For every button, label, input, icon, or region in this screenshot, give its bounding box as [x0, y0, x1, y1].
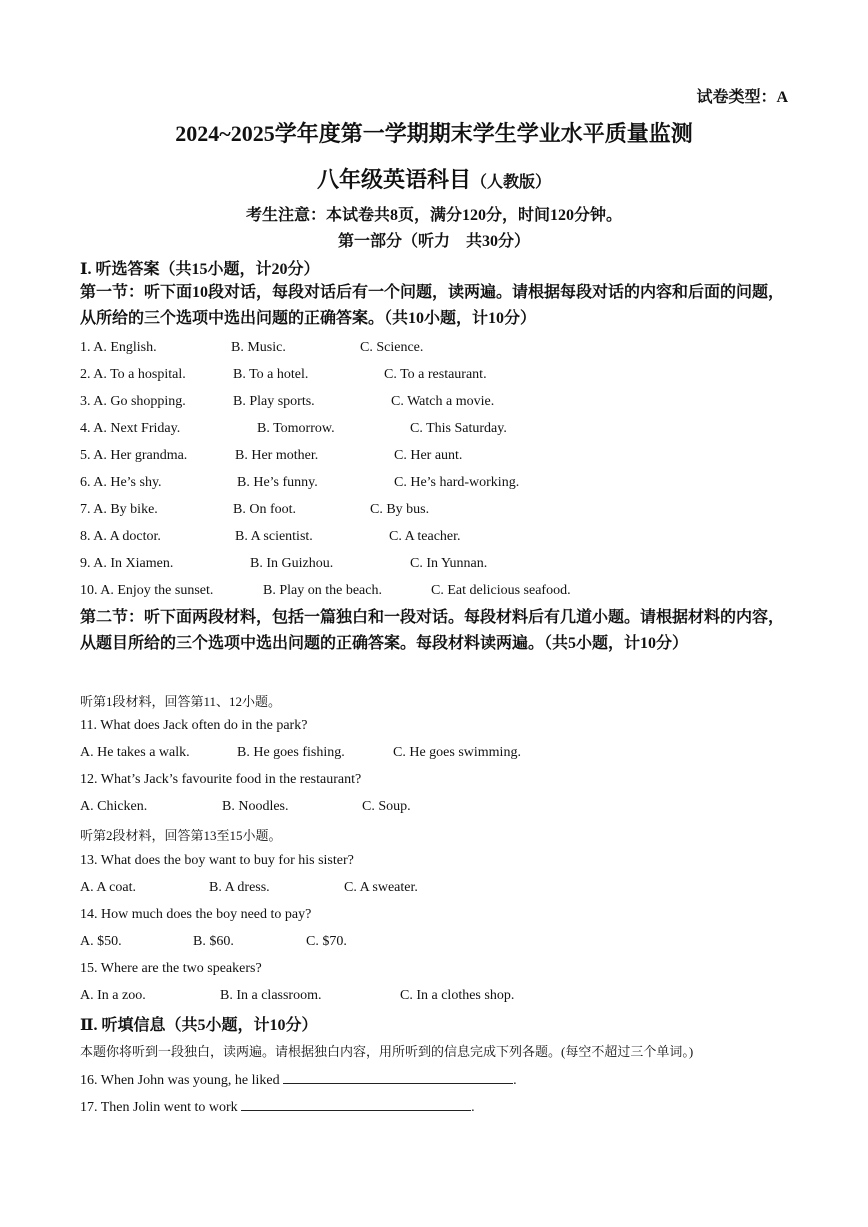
- q2-option-b: B. To a hotel.: [233, 367, 309, 382]
- q6-option-a: 6. A. He’s shy.: [80, 475, 162, 490]
- edition-label: （人教版）: [471, 174, 552, 191]
- q13-option-c: C. A sweater.: [344, 880, 418, 895]
- q16-stem: 16. When John was young, he liked: [80, 1073, 280, 1088]
- q6-option-c: C. He’s hard-working.: [394, 475, 520, 490]
- q10-option-b: B. Play on the beach.: [263, 583, 382, 598]
- q16-end: .: [513, 1073, 517, 1088]
- q5-option-c: C. Her aunt.: [394, 448, 463, 463]
- part-one-heading: 第一部分（听力 共30分）: [337, 233, 530, 250]
- q6-option-b: B. He’s funny.: [237, 475, 318, 490]
- q13-option-a: A. A coat.: [80, 880, 136, 895]
- subject-name: 八年级英语科目: [316, 167, 471, 192]
- q14-option-a: A. $50.: [80, 934, 122, 949]
- q4-option-b: B. Tomorrow.: [257, 421, 335, 436]
- q15-option-a: A. In a zoo.: [80, 988, 146, 1003]
- q17-line: [80, 1096, 475, 1116]
- q1-option-c: C. Science.: [360, 340, 424, 355]
- q14-option-b: B. $60.: [193, 934, 234, 949]
- q9-option-c: C. In Yunnan.: [410, 556, 488, 571]
- q11-option-c: C. He goes swimming.: [393, 745, 521, 760]
- q16-line: [80, 1069, 517, 1089]
- paper-type-label: 试卷类型：A: [696, 89, 788, 106]
- q17-end: .: [471, 1100, 475, 1115]
- q4-option-a: 4. A. Next Friday.: [80, 421, 181, 436]
- q5-option-a: 5. A. Her grandma.: [80, 448, 188, 463]
- q12-option-c: C. Soup.: [362, 799, 411, 814]
- q3-option-b: B. Play sports.: [233, 394, 315, 409]
- q13-stem: 13. What does the boy want to buy for his sister?: [80, 853, 354, 868]
- q10-option-a: 10. A. Enjoy the sunset.: [80, 583, 214, 598]
- q14-stem: 14. How much does the boy need to pay?: [80, 907, 312, 922]
- q12-option-b: B. Noodles.: [222, 799, 289, 814]
- section2-instructions: 本题你将听到一段独白，读两遍。请根据独白内容，用所听到的信息完成下列各题。(每空不超过三个单词。): [80, 1044, 694, 1059]
- q1-option-a: 1. A. English.: [80, 340, 157, 355]
- q8-option-b: B. A scientist.: [235, 529, 313, 544]
- q3-option-c: C. Watch a movie.: [391, 394, 495, 409]
- q16-answer-blank[interactable]: [283, 1069, 513, 1084]
- exam-title: 2024~2025学年度第一学期期末学生学业水平质量监测: [175, 121, 693, 146]
- section2-heading: Ⅱ. 听填信息（共5小题，计10分）: [80, 1017, 318, 1034]
- q8-option-a: 8. A. A doctor.: [80, 529, 161, 544]
- q15-option-b: B. In a classroom.: [220, 988, 322, 1003]
- section1-part2-instructions: 第二节：听下面两段材料，包括一篇独白和一段对话。每段材料后有几道小题。请根据材料的内容，从题目所给的三个选项中选出问题的正确答案。每段材料读两遍。（共5小题，计10分）: [80, 609, 785, 652]
- q17-answer-blank[interactable]: [241, 1096, 471, 1111]
- q13-option-b: B. A dress.: [209, 880, 270, 895]
- q11-option-a: A. He takes a walk.: [80, 745, 190, 760]
- q8-option-c: C. A teacher.: [389, 529, 461, 544]
- q11-stem: 11. What does Jack often do in the park?: [80, 718, 308, 733]
- section1-heading: Ⅰ. 听选答案（共15小题，计20分）: [80, 261, 320, 278]
- q1-option-b: B. Music.: [231, 340, 286, 355]
- q14-option-c: C. $70.: [306, 934, 347, 949]
- q2-option-c: C. To a restaurant.: [384, 367, 487, 382]
- material1-note: 听第1段材料，回答第11、12小题。: [80, 694, 282, 709]
- q4-option-c: C. This Saturday.: [410, 421, 507, 436]
- q9-option-a: 9. A. In Xiamen.: [80, 556, 174, 571]
- q9-option-b: B. In Guizhou.: [250, 556, 334, 571]
- q12-option-a: A. Chicken.: [80, 799, 148, 814]
- q7-option-a: 7. A. By bike.: [80, 502, 158, 517]
- q10-option-c: C. Eat delicious seafood.: [431, 583, 571, 598]
- q12-stem: 12. What’s Jack’s favourite food in the restaurant?: [80, 772, 362, 787]
- q7-option-c: C. By bus.: [370, 502, 430, 517]
- q7-option-b: B. On foot.: [233, 502, 296, 517]
- q17-stem: 17. Then Jolin went to work: [80, 1100, 238, 1115]
- q15-stem: 15. Where are the two speakers?: [80, 961, 262, 976]
- material2-note: 听第2段材料，回答第13至15小题。: [80, 828, 282, 843]
- q11-option-b: B. He goes fishing.: [237, 745, 345, 760]
- q15-option-c: C. In a clothes shop.: [400, 988, 515, 1003]
- subject-title: [0, 163, 868, 194]
- q2-option-a: 2. A. To a hospital.: [80, 367, 186, 382]
- section1-part1-instructions: 第一节：听下面10段对话，每段对话后有一个问题，读两遍。请根据每段对话的内容和后面的问题，从所给的三个选项中选出问题的正确答案。（共10小题，计10分）: [80, 284, 785, 327]
- q5-option-b: B. Her mother.: [235, 448, 319, 463]
- q3-option-a: 3. A. Go shopping.: [80, 394, 186, 409]
- exam-notice: 考生注意：本试卷共8页，满分120分，时间120分钟。: [245, 207, 622, 224]
